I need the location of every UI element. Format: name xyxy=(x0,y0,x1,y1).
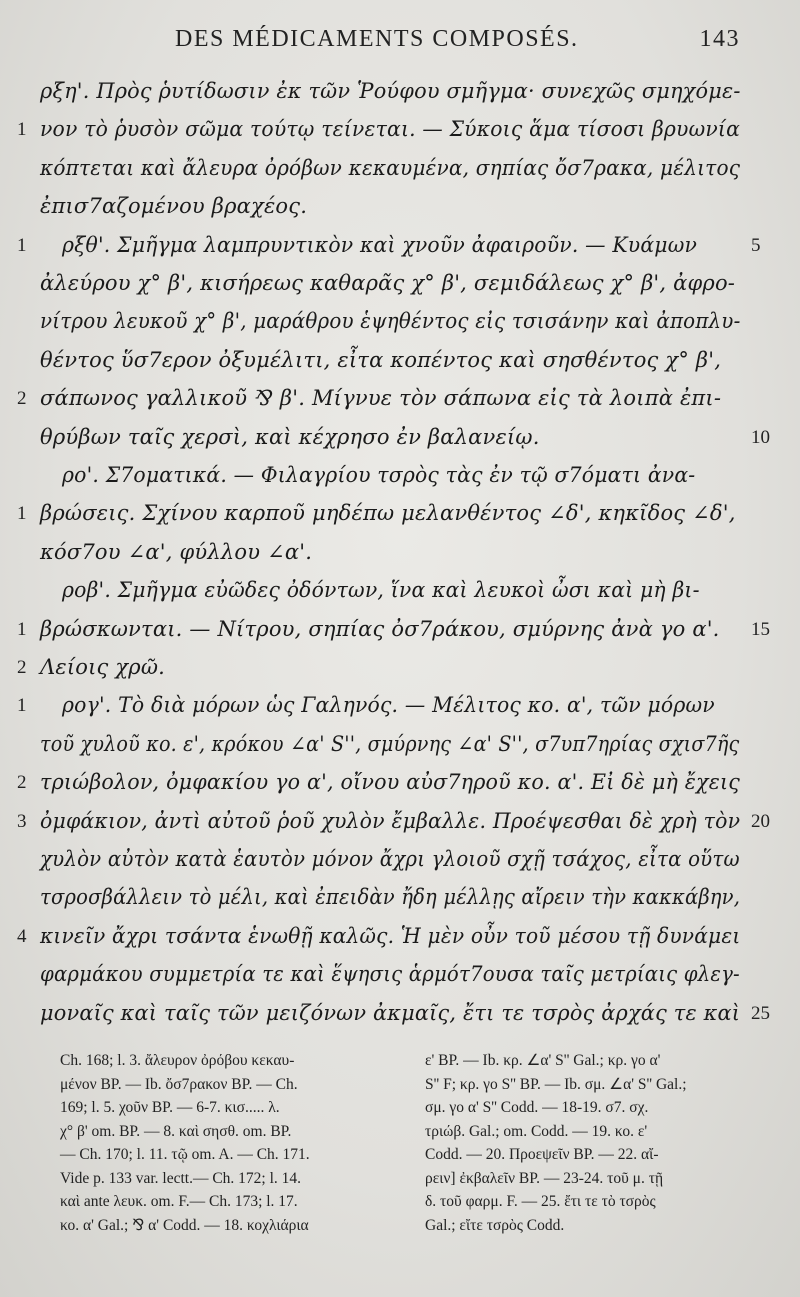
text-line xyxy=(0,655,800,693)
text-line xyxy=(0,233,800,271)
footnotes xyxy=(40,1049,770,1289)
line-text: κόπτεται καὶ ἄλευρα ὀρόβων κεκαυμένα, σηπίας ὄσ7ρακα, μέλιτος xyxy=(40,155,741,180)
footnote-line: Ch. 168; l. 3. ἄλευρον ὀρόβου κεκαυ- xyxy=(60,1052,295,1069)
footnote-line: Gal.; εἴτε τσρὸς Codd. xyxy=(425,1216,565,1234)
line-number: 25 xyxy=(751,1002,770,1024)
line-text: νίτρου λευκοῦ χ° β', μαράθρου ἑψηθέντος εἰς τσισάνην καὶ ἀποπλυ- xyxy=(40,309,741,334)
footnote-line: Codd. — 20. Προεψεῖν BP. — 22. αἴ- xyxy=(425,1146,659,1163)
footnote-line: ε' BP. — Ib. κρ. ∠α' S'' Gal.; κρ. γο α' xyxy=(425,1052,661,1069)
text-line xyxy=(0,962,800,1000)
line-text: φαρμάκου συμμετρία τε καὶ ἕψησις ἁρμότ7ουσα ταῖς μετρίαις φλεγ- xyxy=(40,962,740,987)
line-text: κόσ7ου ∠α', φύλλου ∠α'. xyxy=(40,539,313,564)
text-line xyxy=(0,79,800,117)
line-text: νον τὸ ῥυσὸν σῶμα τούτῳ τείνεται. — Σύκοις ἅμα τίσοσι βρυωνία xyxy=(40,117,741,142)
text-line xyxy=(0,425,800,463)
text-line xyxy=(0,540,800,578)
line-text: ρο'. Σ7οματικά. — Φιλαγρίου τσρὸς τὰς ἐν τῷ σ7όματι ἀνα- xyxy=(62,463,696,487)
text-line xyxy=(0,578,800,616)
line-text: θέντος ὕσ7ερον ὀξυμέλιτι, εἶτα κοπέντος καὶ σησθέντος χ° β', xyxy=(40,347,722,372)
footnote-line: τριώβ. Gal.; om. Codd. — 19. κο. ε' xyxy=(425,1122,648,1140)
line-text: ρξη'. Πρὸς ῥυτίδωσιν ἐκ τῶν Ῥούφου σμῆγμα· συνεχῶς σμηχόμε- xyxy=(40,79,741,103)
text-line xyxy=(0,271,800,309)
footnote-line: καὶ ante λευκ. om. F.— Ch. 173; l. 17. xyxy=(60,1193,298,1210)
running-title: DES MÉDICAMENTS COMPOSÉS. xyxy=(175,26,579,52)
line-text: σάπωνος γαλλικοῦ ⅋ β'. Μίγνυε τὸν σάπωνα εἰς τὰ λοιπὰ ἐπι- xyxy=(40,386,722,411)
line-number: 20 xyxy=(751,810,770,832)
text-line xyxy=(0,463,800,501)
line-text: ροβ'. Σμῆγμα εὐῶδες ὀδόντων, ἵνα καὶ λευκοὶ ὦσι καὶ μὴ βι- xyxy=(62,578,700,603)
line-text: τοῦ χυλοῦ κο. ε', κρόκου ∠α' S'', σμύρνης ∠α' S'', σ7υπ7ηρίας σχισ7ῆς xyxy=(40,731,740,756)
footnotes-left-column xyxy=(60,1049,405,1237)
text-line xyxy=(0,501,800,539)
text-line xyxy=(0,809,800,847)
text-line xyxy=(0,309,800,347)
text-line xyxy=(0,117,800,155)
line-text: χυλὸν αὐτὸν κατὰ ἑαυτὸν μόνον ἄχρι γλοιοῦ σχῇ τσάχος, εἶτα οὕτω xyxy=(40,847,740,871)
margin-note-number: 2 xyxy=(17,657,27,678)
footnotes-right-column xyxy=(425,1049,770,1237)
margin-note-number: 2 xyxy=(17,388,27,410)
line-text: τσροσβάλλειν τὸ μέλι, καὶ ἐπειδὰν ἤδη μέλλῃς αἴρειν τὴν κακκάβην, xyxy=(40,885,741,910)
line-text: βρώσεις. Σχίνου καρποῦ μηδέπω μελανθέντος ∠δ', κηκῖδος ∠δ', xyxy=(40,501,736,526)
text-line xyxy=(0,847,800,885)
footnote-line: ρειν] ἐκβαλεῖν BP. — 23-24. τοῦ μ. τῇ xyxy=(425,1169,664,1187)
footnote-line: σμ. γο α' S'' Codd. — 18-19. σ7. σχ. xyxy=(425,1099,649,1116)
text-line xyxy=(0,617,800,655)
margin-note-number: 1 xyxy=(17,695,27,717)
text-line xyxy=(0,348,800,386)
line-text: ὀμφάκιον, ἀντὶ αὐτοῦ ῥοῦ χυλὸν ἔμβαλλε. Προέψεσθαι δὲ χρὴ τὸν xyxy=(40,808,741,833)
line-text: κινεῖν ἄχρι τσάντα ἑνωθῇ καλῶς. Ἡ μὲν οὖν τοῦ μέσου τῇ δυνάμει xyxy=(40,923,741,948)
line-number: 10 xyxy=(751,426,770,448)
line-text: θρύβων ταῖς χερσὶ, καὶ κέχρησο ἐν βαλανείῳ. xyxy=(40,424,540,449)
margin-note-number: 1 xyxy=(17,618,27,640)
footnote-line: χ° β' om. BP. — 8. καὶ σησθ. om. BP. xyxy=(60,1122,292,1140)
text-line xyxy=(0,924,800,962)
text-line xyxy=(0,386,800,424)
line-text: ρογ'. Τὸ διὰ μόρων ὡς Γαληνός. — Μέλιτος κο. α', τῶν μόρων xyxy=(62,693,715,718)
text-line xyxy=(0,885,800,923)
line-number: 15 xyxy=(751,618,770,640)
line-number: 5 xyxy=(751,234,761,256)
footnote-line: Vide p. 133 var. lectt.— Ch. 172; l. 14. xyxy=(60,1169,302,1187)
margin-note-number: 2 xyxy=(17,772,27,794)
text-line xyxy=(0,693,800,731)
text-line xyxy=(0,732,800,770)
footnote-line: μένον BP. — Ib. ὄσ7ρακον BP. — Ch. xyxy=(60,1075,298,1093)
margin-note-number: 1 xyxy=(17,119,27,141)
line-text: Λείοις χρῶ. xyxy=(40,655,166,679)
line-text: ἐπισ7αζομένου βραχέος. xyxy=(40,194,308,219)
text-line xyxy=(0,156,800,194)
margin-note-number: 3 xyxy=(17,810,27,832)
page-number: 143 xyxy=(699,26,740,52)
footnote-line: — Ch. 170; l. 11. τῷ om. A. — Ch. 171. xyxy=(60,1146,310,1163)
footnote-line: κο. α' Gal.; ⅋ α' Codd. — 18. κοχλιάρια xyxy=(60,1216,309,1234)
margin-note-number: 1 xyxy=(17,234,27,256)
text-line xyxy=(0,1001,800,1039)
line-text: τριώβολον, ὀμφακίου γο α', οἴνου αὐσ7ηροῦ κο. α'. Εἰ δὲ μὴ ἔχεις xyxy=(40,770,741,795)
text-line xyxy=(0,194,800,232)
margin-note-number: 1 xyxy=(17,503,27,525)
footnote-line: S'' F; κρ. γο S'' BP. — Ib. σμ. ∠α' S'' Gal.; xyxy=(425,1075,687,1093)
line-text: ἀλεύρου χ° β', κισήρεως καθαρᾶς χ° β', σεμιδάλεως χ° β', ἀφρο- xyxy=(40,271,736,295)
footnote-line: δ. τοῦ φαρμ. F. — 25. ἔτι τε τὸ τσρὸς xyxy=(425,1193,656,1210)
line-text: μοναῖς καὶ ταῖς τῶν μειζόνων ἀκμαῖς, ἔτι τε τσρὸς ἀρχάς τε καὶ xyxy=(40,1000,741,1025)
line-text: βρώσκωνται. — Νίτρου, σηπίας ὀσ7ράκου, σμύρνης ἀνὰ γο α'. xyxy=(40,616,720,641)
line-text: ρξθ'. Σμῆγμα λαμπρυντικὸν καὶ χνοῦν ἀφαιροῦν. — Κυάμων xyxy=(62,232,698,257)
footnote-line: 169; l. 5. χοῦν BP. — 6-7. κισ..... λ. xyxy=(60,1099,280,1116)
margin-note-number: 4 xyxy=(17,925,27,947)
text-line xyxy=(0,770,800,808)
